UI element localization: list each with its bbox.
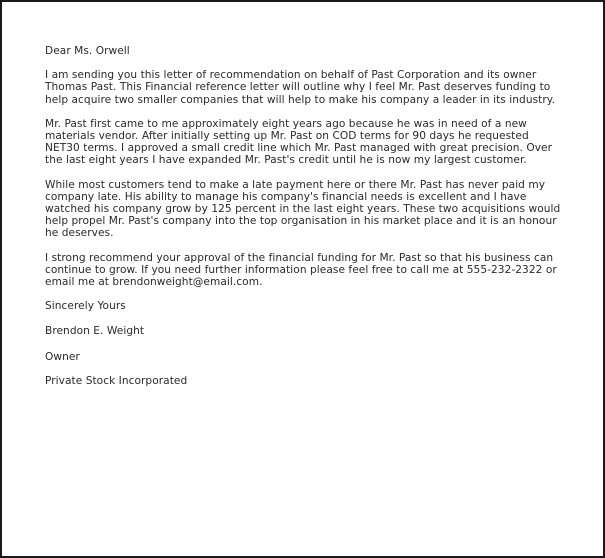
closing: Sincerely Yours	[45, 300, 126, 313]
signer-name: Brendon E. Weight	[45, 325, 145, 338]
signer-company: Private Stock Incorporated	[45, 374, 188, 387]
letter-body	[45, 45, 563, 387]
salutation: Dear Ms. Orwell	[45, 45, 130, 57]
paragraph-introduction: I am sending you this letter of recommendation on behalf of Past Corporation and its owner Thomas Past. This Financial reference letter will outline why I feel Mr. Past deserves funding to help acquire two smaller companies that will help to make his company a leader in its industry.	[45, 69, 555, 106]
paragraph-recommendation: I strong recommend your approval of the financial funding for Mr. Past so that his business can continue to grow. If you need further information please feel free to call me at 555-232-2322 or email me at brendonweight@email.com.	[45, 251, 557, 289]
paragraph-history: Mr. Past first came to me approximately eight years ago because he was in need of a new materials vendor. After initially setting up Mr. Past on COD terms for 90 days he requested NET30 terms. I approved a small credit line which Mr. Past managed with great precision. Over the last eight years I have expanded Mr. Past's credit until he is now my largest customer.	[45, 117, 553, 167]
signer-title: Owner	[45, 350, 80, 363]
paragraph-reliability: While most customers tend to make a late payment here or there Mr. Past has never paid my company late. His ability to manage his company's financial needs is excellent and I have watched his company grow by 125 percent in the last eight years. These two acquisitions would help propel Mr. Past's company into the top organisation in his market place and it is an honour he deserves.	[45, 178, 561, 240]
